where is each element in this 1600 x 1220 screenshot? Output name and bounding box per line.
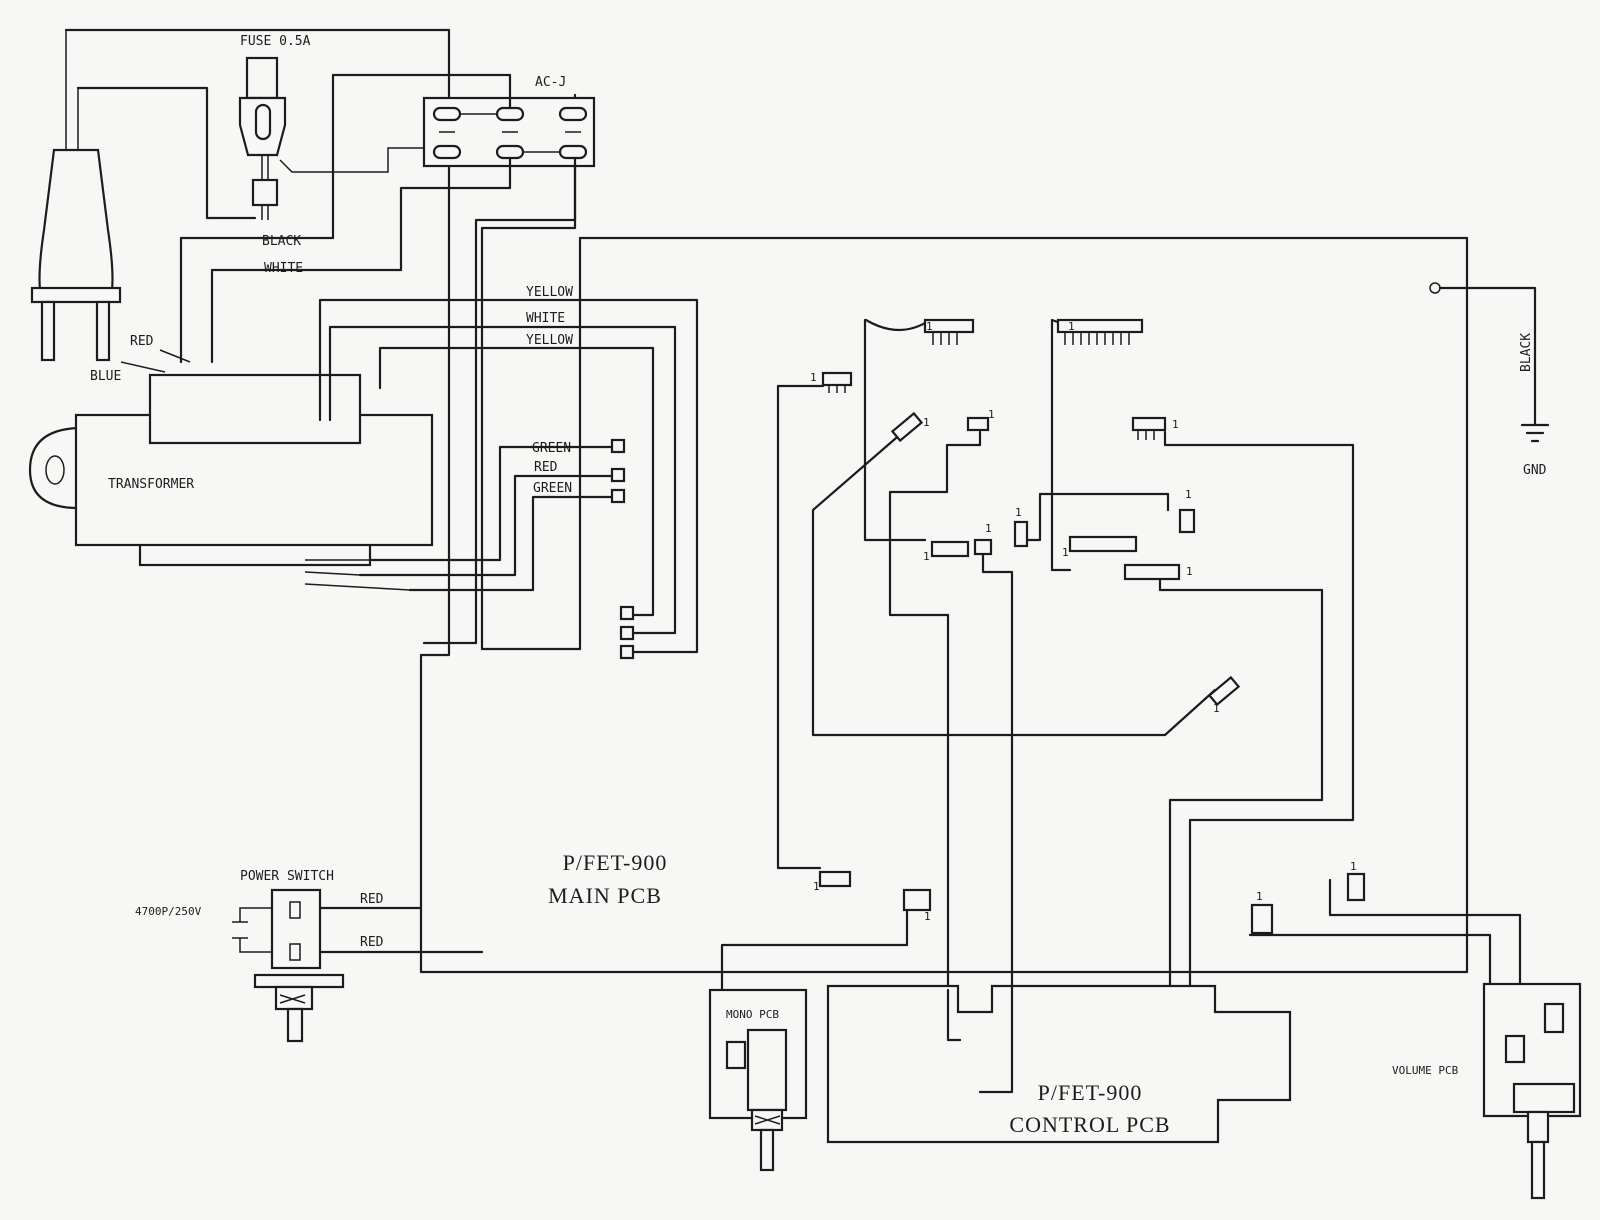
black-wire-label: BLACK [262, 234, 302, 249]
green-red-terminals [612, 440, 624, 502]
white-wire-label: WHITE [264, 261, 304, 276]
pin-one-marker: 1 [1350, 860, 1357, 873]
transformer-label: TRANSFORMER [108, 477, 195, 492]
ac-j-label: AC-J [535, 75, 567, 90]
ground-wire-label: BLACK [1519, 332, 1534, 372]
green-wire-label-1: GREEN [532, 441, 572, 456]
pin-one-marker: 1 [924, 910, 931, 923]
main-pcb [548, 283, 1440, 908]
yellow-white-terminals [621, 607, 633, 658]
blue-wire-label: BLUE [90, 369, 122, 384]
pin-one-marker: 1 [1256, 890, 1263, 903]
yellow-wire-label-1: YELLOW [526, 285, 573, 300]
switch-red-wire-label-1: RED [360, 892, 384, 907]
pin-one-marker: 1 [1213, 702, 1220, 715]
pin-one-marker: 1 [1186, 565, 1193, 578]
yellow-wire-label-2: YELLOW [526, 333, 573, 348]
pin-one-markers [810, 320, 1357, 1101]
pin-one-marker: 1 [1015, 506, 1022, 519]
volume-pcb-label: VOLUME PCB [1392, 1064, 1459, 1077]
main-pcb-title: P/FET-900 [562, 850, 668, 875]
mono-pcb-label: MONO PCB [726, 1008, 779, 1021]
gnd-label: GND [1523, 463, 1547, 478]
pin-one-marker: 1 [923, 550, 930, 563]
pin-one-marker: 1 [810, 371, 817, 384]
red-wire-label: RED [130, 334, 154, 349]
control-pcb [828, 985, 1290, 1142]
pin-one-marker: 1 [813, 880, 820, 893]
ground-connection [1440, 288, 1548, 478]
volume-pcb [1392, 984, 1580, 1198]
red-wire-label-2: RED [534, 460, 558, 475]
transformer [30, 375, 432, 565]
pin-one-marker: 1 [1062, 546, 1069, 559]
pin-one-marker: 1 [926, 320, 933, 333]
control-pcb-title: P/FET-900 [1037, 1080, 1143, 1105]
main-pcb-subtitle: MAIN PCB [548, 883, 662, 908]
green-wire-label-2: GREEN [533, 481, 573, 496]
pin-one-marker: 1 [1185, 488, 1192, 501]
control-pcb-subtitle: CONTROL PCB [1009, 1112, 1171, 1137]
pin-one-marker: 1 [923, 416, 930, 429]
pin-one-marker: 1 [1172, 418, 1179, 431]
white-wire-label-2: WHITE [526, 311, 566, 326]
switch-red-wire-label-2: RED [360, 935, 384, 950]
capacitor-label: 4700P/250V [135, 905, 202, 918]
fuse-label: FUSE 0.5A [240, 34, 311, 49]
pin-one-marker: 1 [1068, 320, 1075, 333]
pcb-internal-wiring [722, 320, 1520, 1080]
power-switch-label: POWER SWITCH [240, 869, 334, 884]
pin-one-marker: 1 [988, 408, 995, 421]
mono-pcb [710, 990, 806, 1170]
pcb-connectors [820, 320, 1364, 1098]
power-switch [135, 869, 482, 1041]
pin-one-marker: 1 [985, 522, 992, 535]
